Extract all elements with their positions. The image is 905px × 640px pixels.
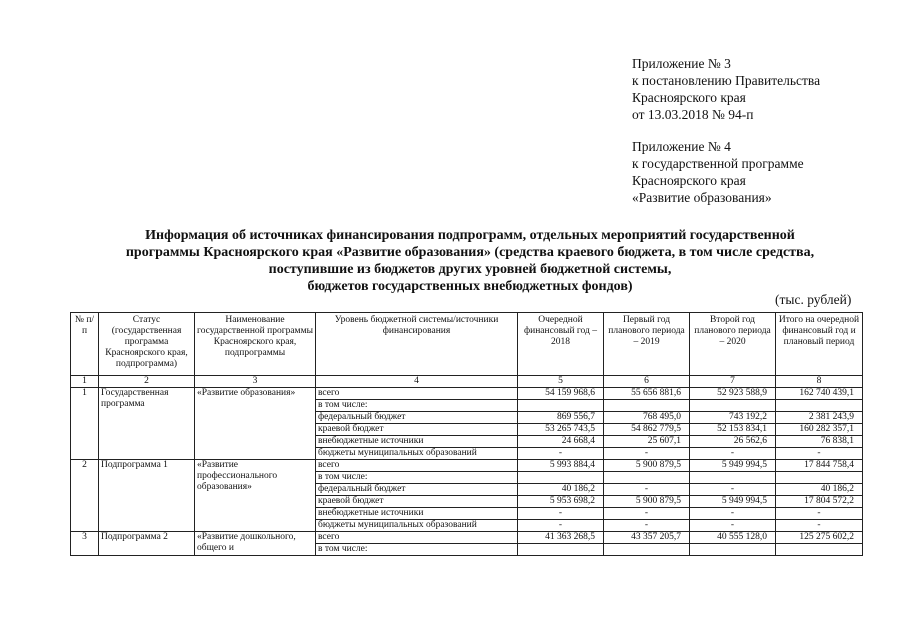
column-number: 4 (316, 376, 518, 388)
appendix-4-header (632, 138, 804, 206)
value-total-cell: 2 381 243,9 (776, 412, 863, 424)
value-2020-cell: 743 192,2 (690, 412, 776, 424)
value-2019-cell: - (604, 520, 690, 532)
value-total-cell: - (776, 520, 863, 532)
value-2018-cell (518, 472, 604, 484)
value-2018-cell: 41 363 268,5 (518, 532, 604, 544)
value-total-cell (776, 544, 863, 556)
value-2020-cell (690, 400, 776, 412)
value-2020-cell: 5 949 994,5 (690, 460, 776, 472)
value-2020-cell (690, 544, 776, 556)
status-cell: Подпрограмма 1 (99, 460, 195, 532)
appendix-3-line: от 13.03.2018 № 94-п (632, 107, 754, 122)
table-row (71, 388, 863, 400)
header-budget-level: Уровень бюджетной системы/источники финансирования (316, 313, 518, 376)
value-2019-cell (604, 544, 690, 556)
document-title-line: бюджетов государственных внебюджетных фондов) (307, 279, 633, 294)
appendix-3-header (632, 55, 820, 123)
financing-table (70, 312, 863, 556)
row-number-cell: 1 (71, 388, 99, 460)
value-2018-cell: - (518, 508, 604, 520)
status-cell: Государственная программа (99, 388, 195, 460)
row-number-cell: 3 (71, 532, 99, 556)
appendix-4-line: «Развитие образования» (632, 190, 772, 205)
status-cell: Подпрограмма 2 (99, 532, 195, 556)
appendix-4-line: к государственной программе (632, 156, 804, 171)
value-2020-cell: 5 949 994,5 (690, 496, 776, 508)
value-2018-cell: 24 668,4 (518, 436, 604, 448)
budget-level-cell: всего (316, 460, 518, 472)
appendix-3-line: Приложение № 3 (632, 56, 731, 71)
header-year-2020: Второй год планового периода – 2020 (690, 313, 776, 376)
value-2020-cell: - (690, 448, 776, 460)
budget-level-cell: всего (316, 388, 518, 400)
value-total-cell: 17 804 572,2 (776, 496, 863, 508)
budget-level-cell: краевой бюджет (316, 424, 518, 436)
value-2019-cell: 5 900 879,5 (604, 496, 690, 508)
value-2018-cell: - (518, 520, 604, 532)
document-title-line: поступившие из бюджетов других уровней бюджетной системы, (268, 262, 672, 277)
budget-level-cell: в том числе: (316, 544, 518, 556)
value-2020-cell: 52 923 588,9 (690, 388, 776, 400)
value-2019-cell: 768 495,0 (604, 412, 690, 424)
value-2018-cell: - (518, 448, 604, 460)
appendix-3-line: к постановлению Правительства (632, 73, 821, 88)
budget-level-cell: всего (316, 532, 518, 544)
appendix-3-line: Красноярского края (632, 90, 746, 105)
value-2018-cell (518, 400, 604, 412)
budget-level-cell: краевой бюджет (316, 496, 518, 508)
value-2019-cell (604, 400, 690, 412)
value-total-cell (776, 472, 863, 484)
column-number: 3 (195, 376, 316, 388)
budget-level-cell: в том числе: (316, 472, 518, 484)
document-title (60, 227, 880, 295)
value-2020-cell: - (690, 508, 776, 520)
table-row (71, 532, 863, 544)
value-2018-cell: 54 159 968,6 (518, 388, 604, 400)
header-program-name: Наименование государственной программы Красноярского края, подпрограммы (195, 313, 316, 376)
value-2020-cell: - (690, 484, 776, 496)
program-name-cell: «Развитие образования» (195, 388, 316, 460)
header-year-2018: Очередной финансовый год – 2018 (518, 313, 604, 376)
value-total-cell: - (776, 448, 863, 460)
header-number: № п/п (71, 313, 99, 376)
budget-level-cell: внебюджетные источники (316, 508, 518, 520)
column-number: 8 (776, 376, 863, 388)
value-total-cell: - (776, 508, 863, 520)
column-number: 6 (604, 376, 690, 388)
value-2020-cell: 40 555 128,0 (690, 532, 776, 544)
column-number: 5 (518, 376, 604, 388)
value-total-cell: 17 844 758,4 (776, 460, 863, 472)
document-title-line: Информация об источниках финансирования подпрограмм, отдельных мероприятий государственной (145, 228, 795, 243)
appendix-4-line: Приложение № 4 (632, 139, 731, 154)
value-total-cell: 40 186,2 (776, 484, 863, 496)
value-2019-cell (604, 472, 690, 484)
value-2019-cell: - (604, 508, 690, 520)
value-2019-cell: - (604, 484, 690, 496)
column-number: 1 (71, 376, 99, 388)
value-2020-cell (690, 472, 776, 484)
header-total: Итого на очередной финансовый год и плановый период (776, 313, 863, 376)
value-total-cell: 160 282 357,1 (776, 424, 863, 436)
budget-level-cell: бюджеты муниципальных образований (316, 448, 518, 460)
table-row (71, 460, 863, 472)
row-number-cell: 2 (71, 460, 99, 532)
column-number: 2 (99, 376, 195, 388)
value-2018-cell: 869 556,7 (518, 412, 604, 424)
program-name-cell: «Развитие профессионального образования» (195, 460, 316, 532)
column-number: 7 (690, 376, 776, 388)
budget-level-cell: федеральный бюджет (316, 484, 518, 496)
value-2018-cell (518, 544, 604, 556)
value-2019-cell: 43 357 205,7 (604, 532, 690, 544)
header-year-2019: Первый год планового периода – 2019 (604, 313, 690, 376)
value-total-cell: 162 740 439,1 (776, 388, 863, 400)
appendix-4-line: Красноярского края (632, 173, 746, 188)
value-2020-cell: 52 153 834,1 (690, 424, 776, 436)
value-total-cell (776, 400, 863, 412)
budget-level-cell: в том числе: (316, 400, 518, 412)
value-2018-cell: 5 993 884,4 (518, 460, 604, 472)
program-name-cell: «Развитие дошкольного, общего и (195, 532, 316, 556)
value-2018-cell: 53 265 743,5 (518, 424, 604, 436)
value-2018-cell: 5 953 698,2 (518, 496, 604, 508)
value-total-cell: 76 838,1 (776, 436, 863, 448)
value-2019-cell: 54 862 779,5 (604, 424, 690, 436)
units-label: (тыс. рублей) (775, 292, 852, 307)
column-number-row (71, 376, 863, 388)
budget-level-cell: внебюджетные источники (316, 436, 518, 448)
value-2019-cell: 5 900 879,5 (604, 460, 690, 472)
value-total-cell: 125 275 602,2 (776, 532, 863, 544)
budget-level-cell: федеральный бюджет (316, 412, 518, 424)
value-2018-cell: 40 186,2 (518, 484, 604, 496)
document-title-line: программы Красноярского края «Развитие образования» (средства краевого бюджета, в том числе средства, (125, 245, 815, 260)
value-2020-cell: 26 562,6 (690, 436, 776, 448)
value-2019-cell: 55 656 881,6 (604, 388, 690, 400)
header-status: Статус (государственная программа Красноярского края, подпрограмма) (99, 313, 195, 376)
table-header-row (71, 313, 863, 376)
value-2019-cell: - (604, 448, 690, 460)
value-2020-cell: - (690, 520, 776, 532)
value-2019-cell: 25 607,1 (604, 436, 690, 448)
budget-level-cell: бюджеты муниципальных образований (316, 520, 518, 532)
